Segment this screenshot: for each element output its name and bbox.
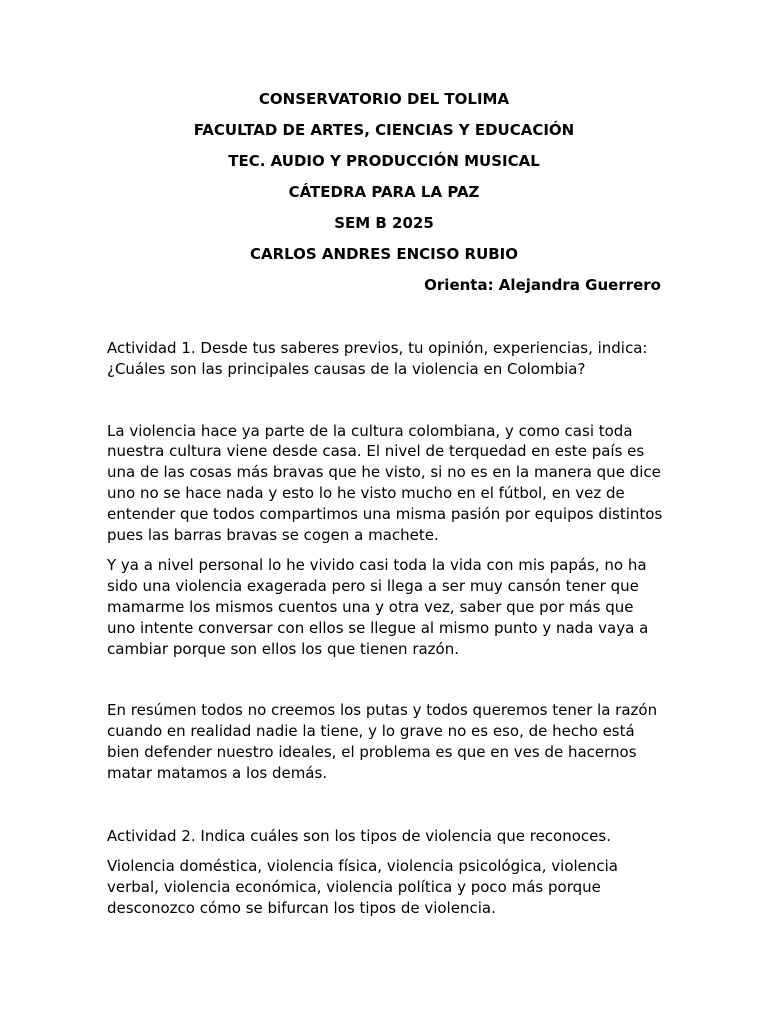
program-name: TEC. AUDIO Y PRODUCCIÓN MUSICAL bbox=[228, 152, 540, 170]
faculty-name: FACULTAD DE ARTES, CIENCIAS Y EDUCACIÓN bbox=[193, 121, 575, 139]
document-header bbox=[107, 90, 661, 264]
instructor-line: Orienta: Alejandra Guerrero bbox=[424, 276, 661, 294]
activity1-question: Actividad 1. Desde tus saberes previos, tu opinión, experiencias, indica: ¿Cuáles son las principales causas de la violencia en Colombia? bbox=[107, 339, 648, 378]
activity2-question: Actividad 2. Indica cuáles son los tipos de violencia que reconoces. bbox=[107, 826, 611, 845]
activity2-answer: Violencia doméstica, violencia física, violencia psicológica, violencia verbal, violencia económica, violencia política y poco más porque desconozco cómo se bifurcan los tipos de violencia. bbox=[107, 857, 619, 917]
activity1-answer-paragraph-2: Y ya a nivel personal lo he vivido casi toda la vida con mis papás, no ha sido una violencia exagerada pero si llega a ser muy cansón tener que mamarme los mismos cuentos una y otra vez, saber que por más que uno intente conversar con ellos se llegue al mismo punto y nada vaya a cambiar porque son ellos los que tienen razón. bbox=[107, 556, 649, 658]
course-name: CÁTEDRA PARA LA PAZ bbox=[288, 183, 480, 201]
activity1-answer-paragraph-3: En resúmen todos no creemos los putas y todos queremos tener la razón cuando en realidad nadie la tiene, y lo grave no es eso, de hecho está bien defender nuestro ideales, el problema es que en ves de hacernos matar matamos a los demás. bbox=[107, 701, 658, 782]
semester: SEM B 2025 bbox=[334, 214, 434, 232]
institution-name: CONSERVATORIO DEL TOLIMA bbox=[258, 90, 510, 108]
document-body bbox=[107, 338, 663, 919]
activity1-answer-paragraph-1: La violencia hace ya parte de la cultura colombiana, y como casi toda nuestra cultura viene desde casa. El nivel de terquedad en este país es una de las cosas más bravas que he visto, si no es en la manera que dice uno no se hace nada y esto lo he visto mucho en el fútbol, en vez de entender que todos compartimos una misma pasión por equipos distintos pues las barras bravas se cogen a machete. bbox=[107, 421, 663, 544]
student-name: CARLOS ANDRES ENCISO RUBIO bbox=[249, 245, 519, 263]
